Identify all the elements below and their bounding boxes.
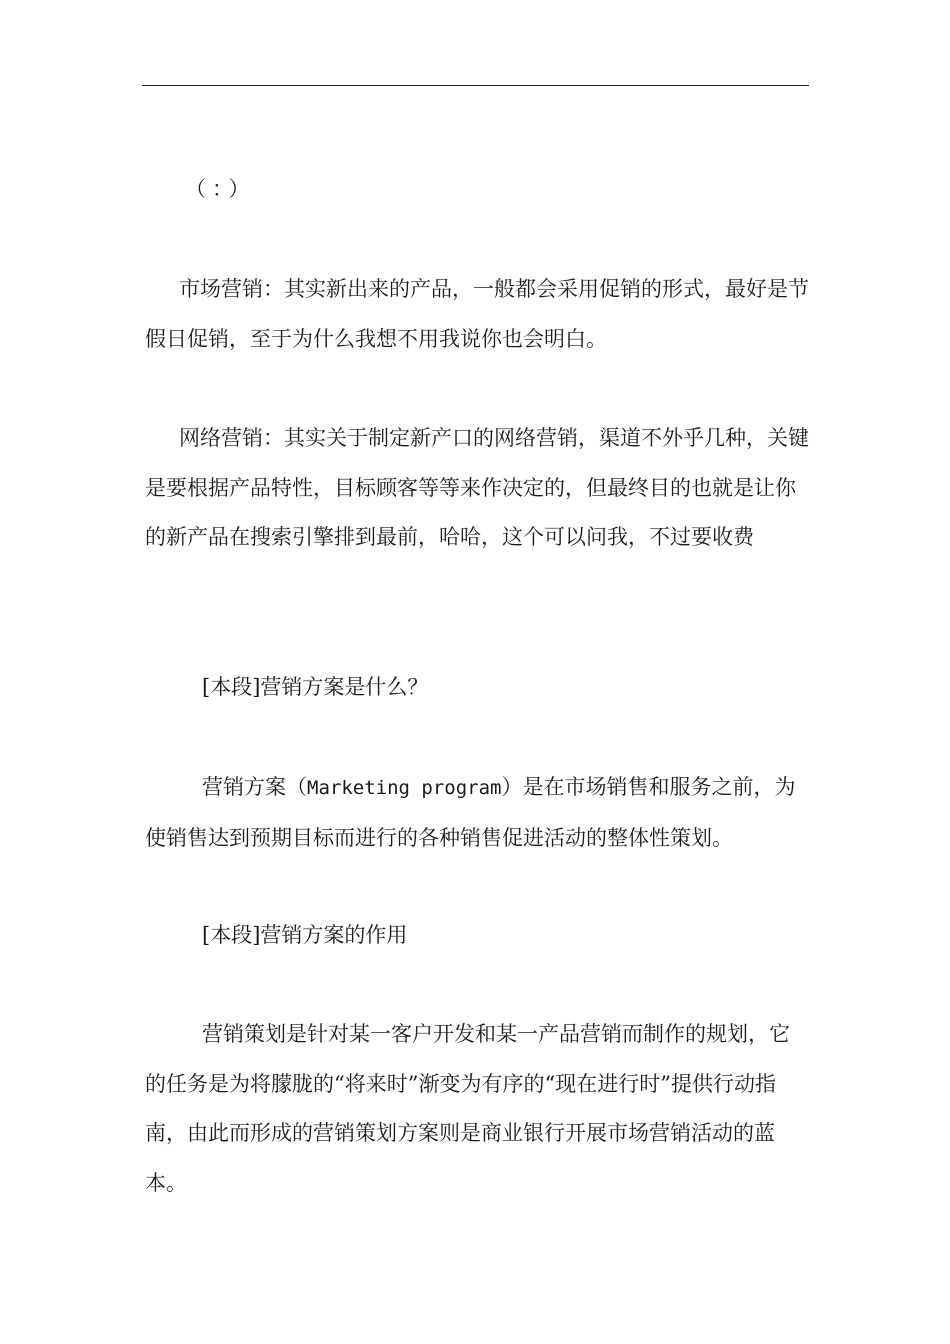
heading-what-is-plan: [本段]营销方案是什么？ xyxy=(202,675,429,699)
header-rule xyxy=(142,85,809,86)
paragraph-definition xyxy=(145,763,810,863)
heading-plan-role: [本段]营销方案的作用 xyxy=(202,923,408,947)
definition-english-term: Marketing program xyxy=(307,777,502,799)
definition-lead: 营销方案（ xyxy=(202,775,307,799)
paragraph-market: 市场营销：其实新出来的产品，一般都会采用促销的形式，最好是节假日促销，至于为什么我想不用我说你也会明白。 xyxy=(145,277,809,351)
bracket-line: （：） xyxy=(185,177,256,201)
paragraph-network: 网络营销：其实关于制定新产口的网络营销，渠道不外乎几种，关键是要根据产品特性，目标顾客等等来作决定的，但最终目的也就是让你的新产品在搜索引擎排到最前，哈哈，这个可以问我，不过要收费 xyxy=(145,426,809,549)
definition-body: ）是在市场销售和服务之前，为使销售达到预期目标而进行的各种销售促进活动的整体性策划。 xyxy=(145,775,796,850)
paragraph-role: 营销策划是针对某一客户开发和某一产品营销而制作的规划，它的任务是为将朦胧的“将来时”渐变为有序的“现在进行时”提供行动指南，由此而形成的营销策划方案则是商业银行开展市场营销活动的蓝本。 xyxy=(145,1022,790,1195)
